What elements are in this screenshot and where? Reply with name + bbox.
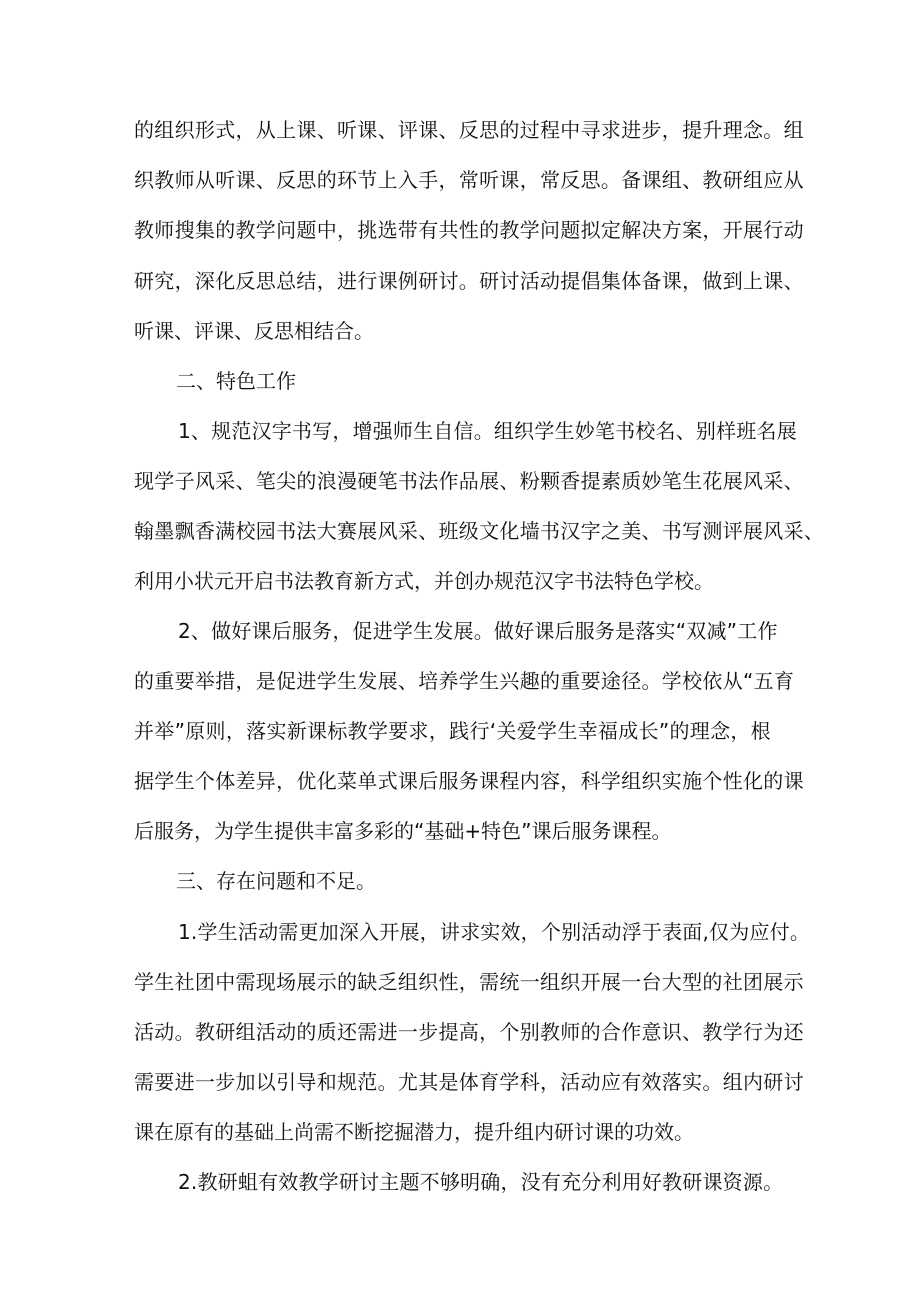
text-line: 翰墨飘香满校园书法大赛展风采、班级文化墙书汉字之美、书写测评展风采、 <box>134 519 825 543</box>
text-line: 教师搜集的教学问题中，挑选带有共性的教学问题拟定解决方案，开展行动 <box>134 218 804 242</box>
paragraph-start: 1.学生活动需更加深入开展，讲求实效，个别活动浮于表面,仅为应付。 <box>178 920 811 944</box>
text-line: 现学子风采、笔尖的浪漫硬笔书法作品展、粉颗香提素质妙笔生花展风采、 <box>134 469 804 493</box>
paragraph-start: 2.教研蛆有效教学研讨主题不够明确，没有充分利用好教研课资源。 <box>178 1170 784 1194</box>
text-line: 需要进一步加以引导和规范。尤其是体育学科，活动应有效落实。组内研讨 <box>134 1070 804 1094</box>
text-line: 的重要举措，是促进学生发展、培养学生兴趣的重要途径。学校依从“五育 <box>134 669 795 693</box>
paragraph-start: 1、规范汉字书写，增强师生自信。组织学生妙笔书校名、别样班名展 <box>178 419 797 443</box>
text-line: 听课、评课、反思相结合。 <box>134 319 374 343</box>
paragraph-start: 2、做好课后服务，促进学生发展。做好课后服务是落实“双减”工作 <box>178 619 778 643</box>
text-line: 利用小状元开启书法教育新方式，并创办规范汉字书法特色学校。 <box>134 569 714 593</box>
text-line: 课在原有的基础上尚需不断挖掘潜力，提升组内研讨课的功效。 <box>134 1120 694 1144</box>
text-line: 并举”原则，落实新课标教学要求，践行‘关爱学生幸福成长”的理念，根 <box>134 719 771 743</box>
text-line: 的组织形式，从上课、听课、评课、反思的过程中寻求进步，提升理念。组 <box>134 118 804 142</box>
section-heading: 二、特色工作 <box>176 369 296 393</box>
text-line: 研究，深化反思总结，进行课例研讨。研讨活动提倡集体备课，做到上课、 <box>134 269 804 293</box>
text-line: 据学生个体差异，优化菜单式课后服务课程内容，科学组织实施个性化的课 <box>134 769 804 793</box>
section-heading: 三、存在问题和不足。 <box>176 869 376 893</box>
text-line: 后服务，为学生提供丰富多彩的“基础+特色”课后服务课程。 <box>134 819 672 843</box>
text-line: 活动。教研组活动的质还需进一步提高，个别教师的合作意识、教学行为还 <box>134 1020 804 1044</box>
text-line: 织教师从听课、反思的环节上入手，常听课，常反思。备课组、教研组应从 <box>134 168 804 192</box>
text-line: 学生社团中需现场展示的缺乏组织性，需统一组织开展一台大型的社团展示 <box>134 970 804 994</box>
